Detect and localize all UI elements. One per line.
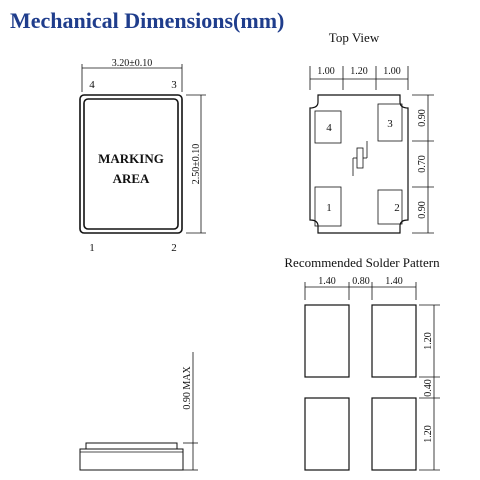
package-pin-4: 4 bbox=[89, 79, 95, 91]
package-pin-3: 3 bbox=[171, 79, 177, 91]
package-width-label: 3.20±0.10 bbox=[111, 58, 153, 69]
top-view-label: Top View bbox=[328, 30, 380, 45]
top-view-pin-3: 3 bbox=[387, 118, 393, 130]
package-outline bbox=[80, 58, 206, 254]
solder-pattern-label: Recommended Solder Pattern bbox=[284, 255, 440, 270]
top-view-h-dim-2: 1.20 bbox=[350, 66, 368, 77]
top-view-pin-4: 4 bbox=[326, 122, 332, 134]
top-view-h-dim-3: 1.00 bbox=[383, 66, 401, 77]
package-height-label: 2.50±0.10 bbox=[191, 143, 202, 185]
solder-pattern bbox=[284, 255, 440, 470]
solder-v-dim-1: 1.20 bbox=[423, 332, 434, 350]
side-view-height-label: 0.90 MAX bbox=[182, 366, 193, 410]
top-view bbox=[310, 30, 434, 233]
page-title: Mechanical Dimensions(mm) bbox=[10, 8, 285, 33]
top-view-h-dim-1: 1.00 bbox=[317, 66, 335, 77]
side-view bbox=[80, 352, 198, 470]
top-view-v-dim-2: 0.70 bbox=[417, 155, 428, 173]
marking-line-2: AREA bbox=[112, 171, 150, 186]
top-view-v-dim-3: 0.90 bbox=[417, 201, 428, 219]
solder-v-dim-3: 1.20 bbox=[423, 425, 434, 443]
solder-v-dim-2: 0.40 bbox=[423, 379, 434, 397]
marking-line-1: MARKING bbox=[98, 151, 164, 166]
package-pin-2: 2 bbox=[171, 242, 177, 254]
top-view-pin-1: 1 bbox=[326, 202, 332, 214]
solder-h-dim-1: 1.40 bbox=[318, 276, 336, 287]
solder-h-dim-2: 0.80 bbox=[352, 276, 370, 287]
top-view-v-dim-1: 0.90 bbox=[417, 109, 428, 127]
solder-h-dim-3: 1.40 bbox=[385, 276, 403, 287]
top-view-pin-2: 2 bbox=[394, 202, 400, 214]
package-pin-1: 1 bbox=[89, 242, 95, 254]
